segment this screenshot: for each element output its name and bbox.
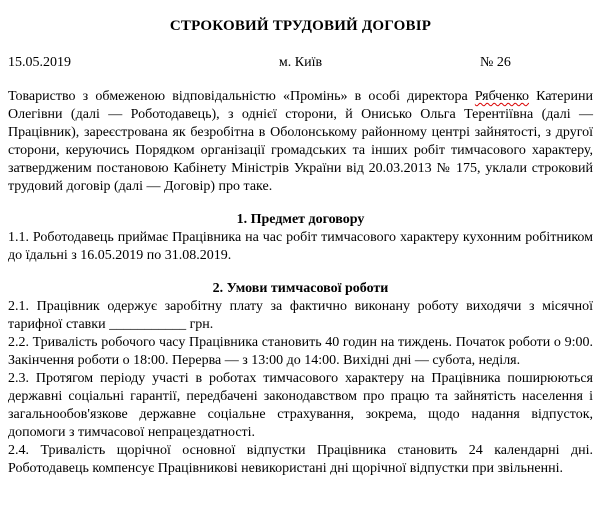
clause-2-3: 2.3. Протягом періоду участі в роботах тимчасового характеру на Працівника поширюються державні соціальні гарантії, передбачені законодавством про працю та зайнятість населення і загальнообов'язкове державне соціальне страхування, зокрема, щодо надання відпусток, допомоги з тимчасової непрацездатності. <box>8 371 593 440</box>
preamble-text-after: Катерини Олегівни (далі — Роботодавець), з однієї сторони, й Онисько Ольга Терентіївна (далі — Працівник), зареєстрована як безробітна в Оболонському районному центрі зайнятості, з другої сторони, керуючись Порядком організації громадських та інших робіт тимчасового характеру, затвердженим постановою Кабінету Міністрів України від 20.03.2013 № 175, уклали строковий трудовий договір (далі — Договір) про таке. <box>8 89 593 194</box>
contract-city: м. Київ <box>278 55 323 70</box>
clause-1-1: 1.1. Роботодавець приймає Працівника на час робіт тимчасового характеру кухонним робітником до їдальні з 16.05.2019 по 31.08.2019. <box>8 230 593 263</box>
clause-2-2: 2.2. Тривалість робочого часу Працівника становить 40 годин на тиждень. Початок роботи о 9:00. Закінчення роботи о 18:00. Перерва — з 13:00 до 14:00. Вихідні дні — субота, неділя. <box>8 335 593 368</box>
clause-2-4: 2.4. Тривалість щорічної основної відпустки Працівника становить 24 календарні дні. Роботодавець компенсує Працівникові невикористані дні щорічної відпустки при звільненні. <box>8 443 593 476</box>
preamble-paragraph <box>8 88 593 196</box>
section-1-heading: 1. Предмет договору <box>236 212 365 227</box>
document-meta-row <box>8 54 593 72</box>
preamble-text-before: Товариство з обмеженою відповідальністю «Промінь» в особі директора <box>8 89 475 104</box>
contract-date: 15.05.2019 <box>8 55 71 70</box>
misspelled-word: Рябченко <box>474 89 530 104</box>
contract-number: № 26 <box>480 55 511 70</box>
clause-2-1: 2.1. Працівник одержує заробітну плату за фактично виконану роботу виходячи з місячної тарифної ставки ___________ грн. <box>8 299 593 332</box>
section-2-heading: 2. Умови тимчасової роботи <box>212 281 389 296</box>
document-title: СТРОКОВИЙ ТРУДОВИЙ ДОГОВІР <box>169 18 432 34</box>
